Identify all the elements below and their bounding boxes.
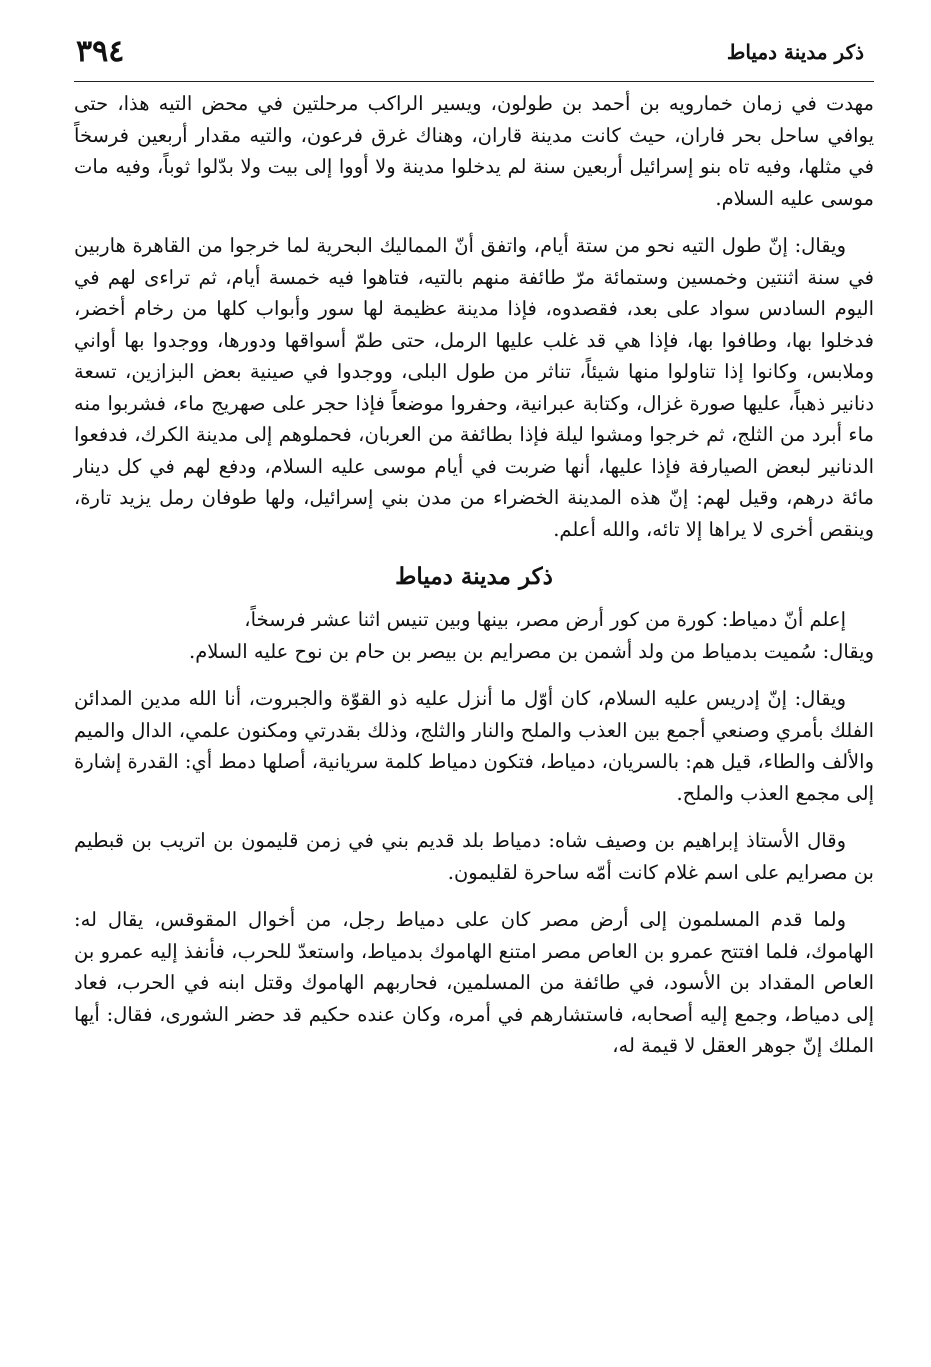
paragraph: إعلم أنّ دمياط: كورة من كور أرض مصر، بينها وبين تنيس اثنا عشر فرسخاً، bbox=[244, 608, 846, 631]
page-header bbox=[70, 30, 870, 80]
paragraph: وقال الأستاذ إبراهيم بن وصيف شاه: دمياط بلد قديم بني في زمن قليمون بن اتريب بن قبطيم بن مصرايم على اسم غلام كانت أمّه ساحرة لقليمون. bbox=[74, 829, 874, 884]
paragraph: مهدت في زمان خمارويه بن أحمد بن طولون، ويسير الراكب مرحلتين في محض التيه هذا، حتى يوافي ساحل بحر فاران، حيث كانت مدينة قاران، وهناك غرق فرعون، والتيه مقدار أربعين فرسخاً في مثلها، وفيه تاه بنو إسرائيل أربعين سنة لم يدخلوا مدينة ولا أووا إلى بيت ولا بدّلوا ثوباً، وفيه مات موسى عليه السلام. bbox=[74, 92, 874, 210]
page-number: ٣٩٤ bbox=[76, 34, 125, 69]
paragraph: ولما قدم المسلمون إلى أرض مصر كان على دمياط رجل، من أخوال المقوقس، يقال له: الهاموك، فلما افتتح عمرو بن العاص مصر امتنع الهاموك بدمياط، واستعدّ للحرب، فأنفذ إليه عمرو بن العاص المقداد بن الأسود، في طائفة من المسلمين، فحاربهم الهاموك وقتل ابنه في الحرب، فعاد إلى دمياط، وجمع إليه أصحابه، فاستشارهم في أمره، وكان عنده حكيم قد حضر الشورى، فقال: أيها الملك إنّ جوهر العقل لا قيمة له، bbox=[74, 908, 874, 1057]
section-heading: ذكر مدينة دمياط bbox=[395, 563, 553, 590]
running-head: ذكر مدينة دمياط bbox=[726, 40, 864, 64]
paragraph: ويقال: إنّ إدريس عليه السلام، كان أوّل ما أنزل عليه ذو القوّة والجبروت، أنا الله مدين المدائن الفلك بأمري وصنعي أجمع بين العذب والملح والنار والثلج، وذلك بقدرتي ومكنون علمي، الدال والميم والألف والطاء، قيل هم: بالسريان، دمياط، فتكون دمياط كلمة سريانية، أصلها دمط أي: القدرة إشارة إلى مجمع العذب والملح. bbox=[74, 687, 874, 805]
header-divider bbox=[74, 81, 874, 82]
page-body bbox=[74, 88, 874, 1078]
paragraph: ويقال: سُميت بدمياط من ولد أشمن بن مصرايم بن بيصر بن حام بن نوح عليه السلام. bbox=[189, 639, 874, 663]
paragraph: ويقال: إنّ طول التيه نحو من ستة أيام، واتفق أنّ المماليك البحرية لما خرجوا من القاهرة هاربين في سنة اثنتين وخمسين وستمائة مرّ طائفة منهم بالتيه، فتاهوا فيه خمسة أيام، ثم تراءى لهم في اليوم السادس سواد على بعد، فقصدوه، فإذا مدينة عظيمة لها سور وأبواب كلها من رخام أخضر، فدخلوا بها، وطافوا بها، فإذا هي قد غلب عليها الرمل، حتى طمّ أسواقها ودورها، ووجدوا بها أواني وملابس، وكانوا إذا تناولوا منها شيئاً، تناثر من طول البلى، ووجدوا في صينية بعض البزازين، تسعة دنانير ذهباً، عليها صورة غزال، وكتابة عبرانية، وحفروا موضعاً فإذا حجر على صهريج ماء، فشربوا منه ماء أبرد من الثلج، ثم خرجوا ومشوا ليلة فإذا بطائفة من العربان، فحملوهم إلى مدينة الكرك، فدفعوا الدنانير لبعض الصيارفة فإذا عليها، أنها ضربت في أيام موسى عليه السلام، ودفع لهم في كل دينار مائة درهم، وقيل لهم: إنّ هذه المدينة الخضراء من مدن بني إسرائيل، ولها طوفان رمل يزيد تارة، وينقص أخرى لا يراها إلا تائه، والله أعلم. bbox=[74, 234, 874, 541]
